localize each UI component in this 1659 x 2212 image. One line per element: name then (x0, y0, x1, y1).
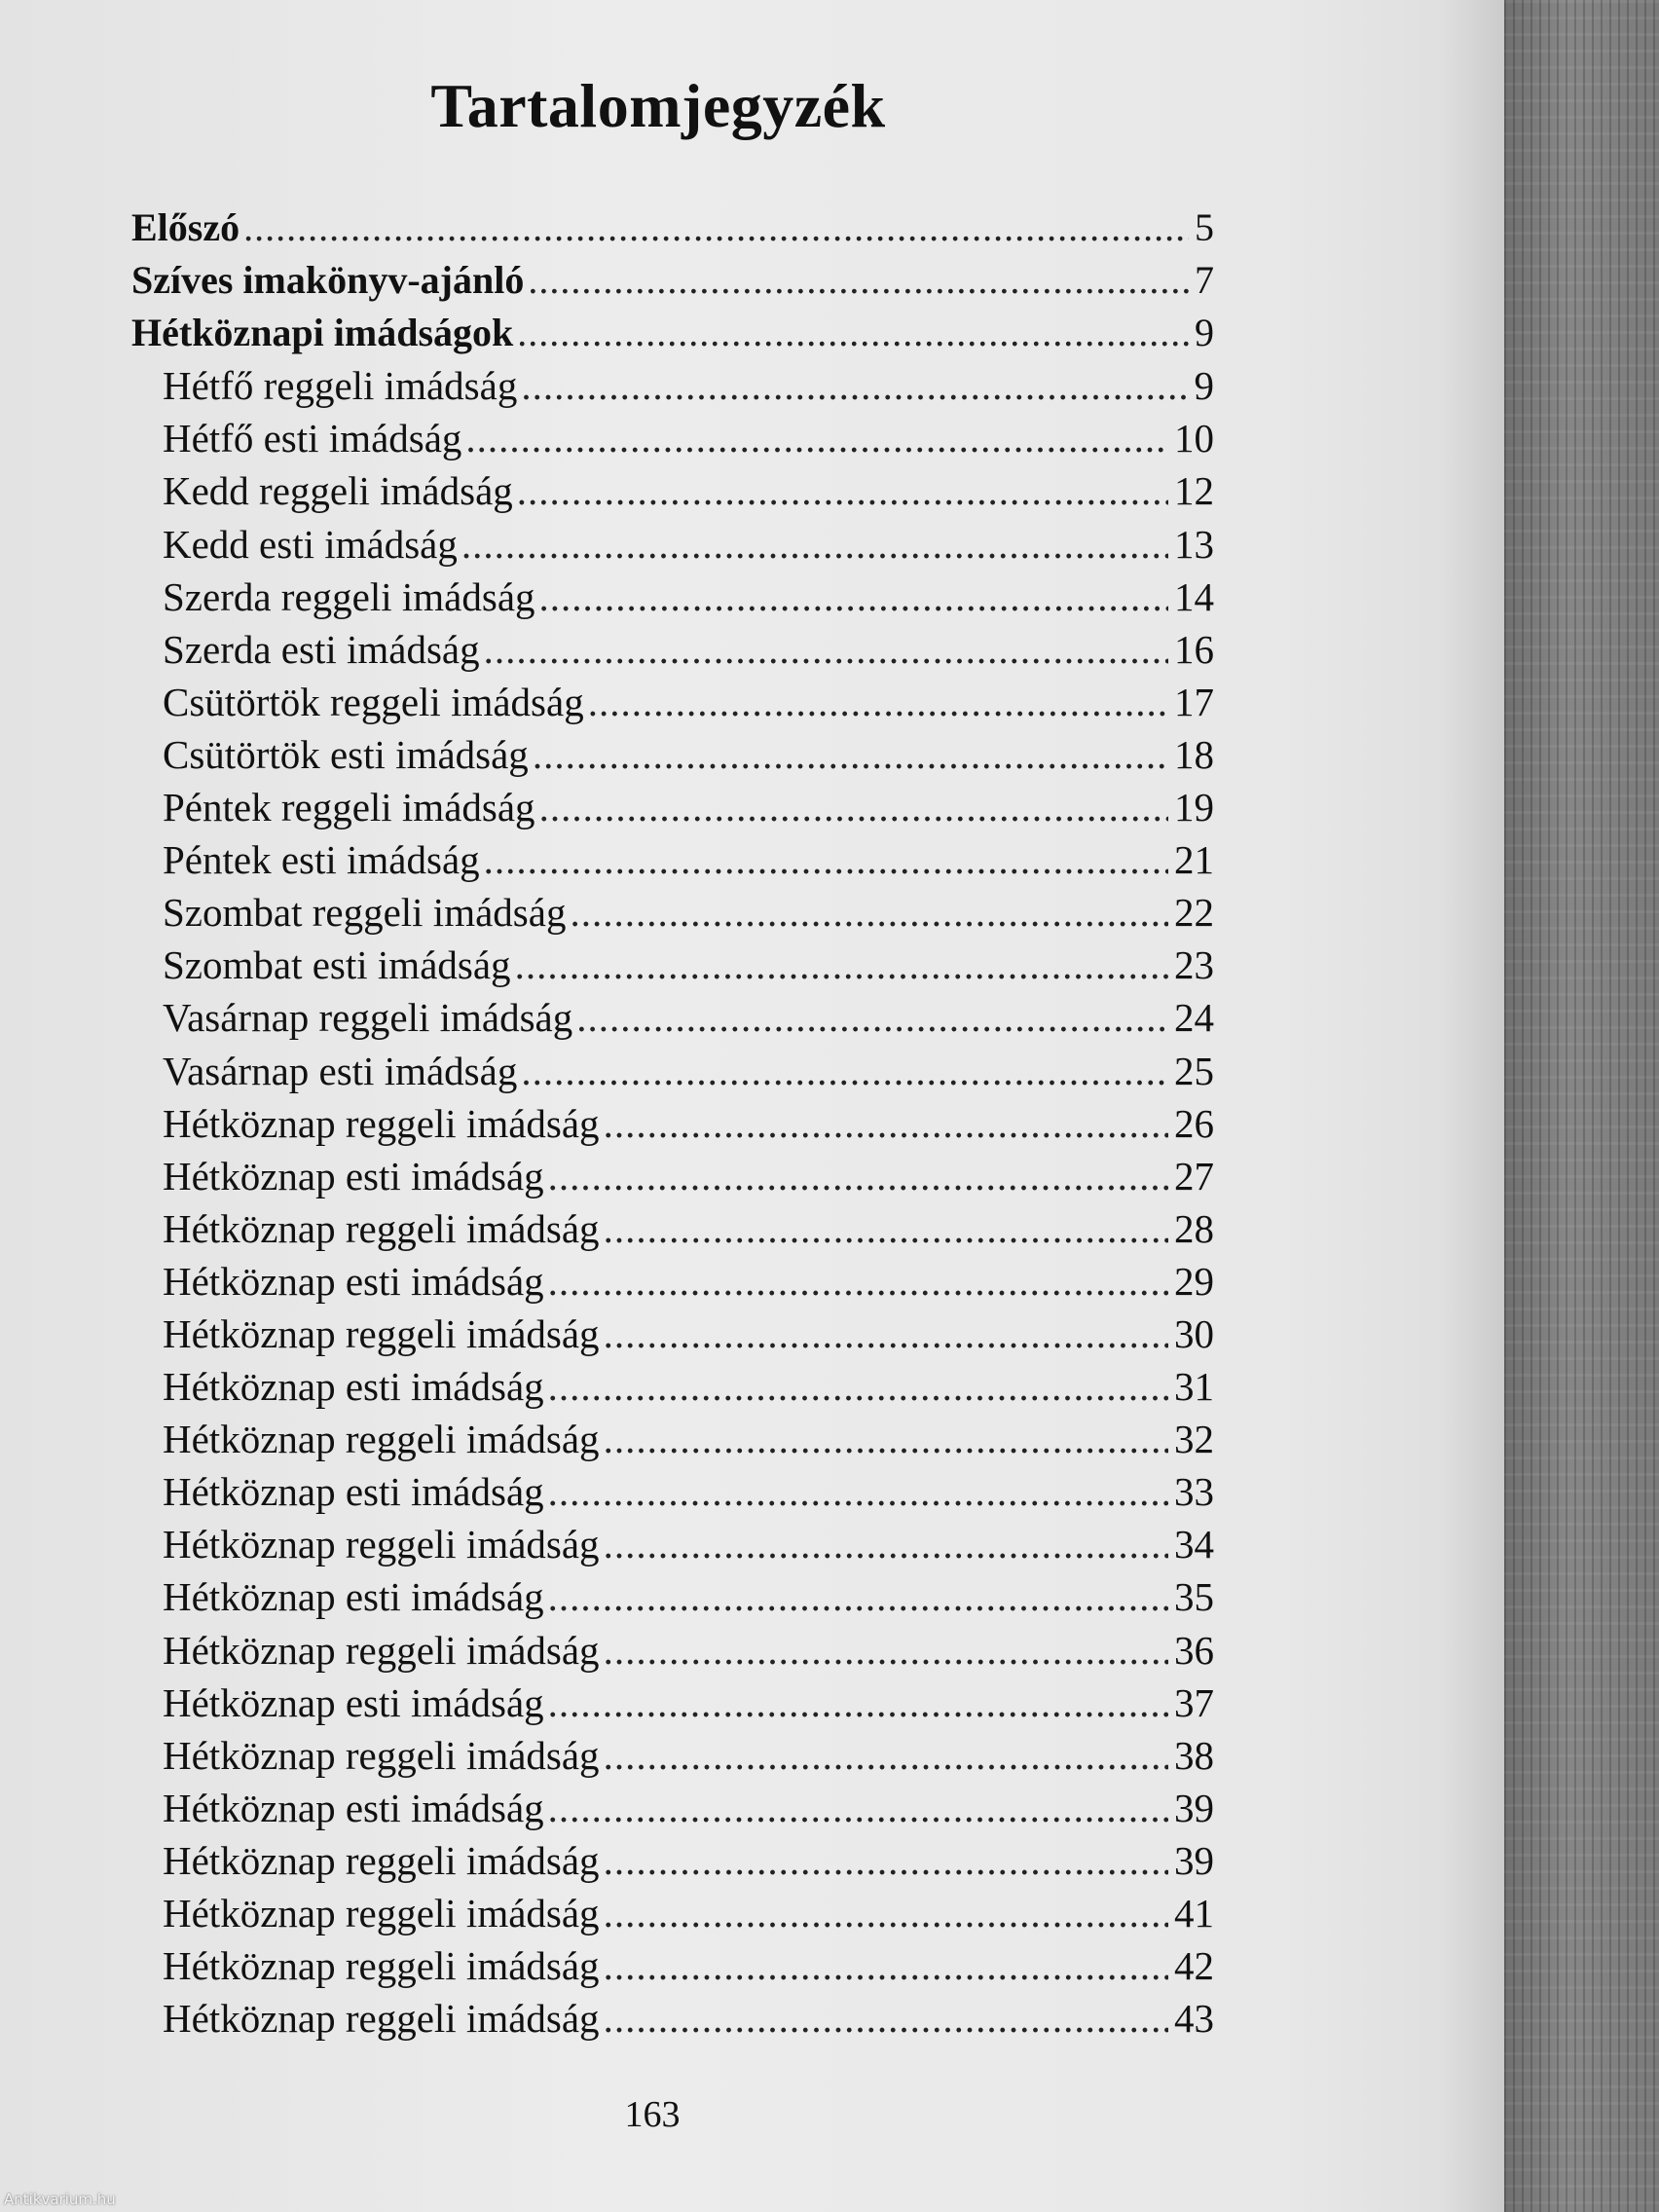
toc-entry-page: 39 (1174, 1785, 1214, 1830)
toc-entry-label: Szombat esti imádság (163, 942, 511, 988)
toc-entry-label: Hétköznap esti imádság (163, 1258, 544, 1304)
toc-entry-page: 21 (1174, 837, 1214, 883)
toc-entry-page: 30 (1174, 1310, 1214, 1356)
toc-entry-label: Szombat reggeli imádság (163, 890, 567, 936)
toc-entry (131, 1308, 1214, 1360)
toc-entry-page: 17 (1174, 679, 1214, 724)
toc-entry-label: Hétköznap reggeli imádság (163, 1417, 600, 1462)
toc-entry-page: 19 (1174, 785, 1214, 830)
toc-entry-page: 16 (1174, 626, 1214, 672)
toc-entry-label: Hétköznap esti imádság (163, 1785, 544, 1830)
dot-leader (604, 1518, 1168, 1570)
dot-leader (576, 991, 1168, 1044)
dot-leader (588, 676, 1168, 728)
dot-leader (548, 1465, 1168, 1518)
toc-entry-page: 35 (1174, 1574, 1214, 1620)
dot-leader (604, 1308, 1168, 1360)
dot-leader (517, 464, 1168, 517)
dot-leader (604, 1413, 1168, 1465)
dot-leader (465, 412, 1168, 464)
toc-entry-label: Előszó (131, 205, 240, 249)
toc-entry (131, 1413, 1214, 1465)
dot-leader (604, 1992, 1168, 2045)
toc-entry (131, 1045, 1214, 1097)
toc-entry-label: Hétköznap reggeli imádság (163, 1100, 600, 1146)
toc-entry (131, 1465, 1214, 1518)
toc-entry-page: 10 (1174, 416, 1214, 461)
toc-entry-page: 24 (1174, 995, 1214, 1041)
toc-entry-page: 26 (1174, 1100, 1214, 1146)
toc-section-entry (131, 254, 1214, 307)
toc-entry-label: Hétköznap reggeli imádság (163, 1205, 600, 1251)
wooden-background (1504, 0, 1659, 2212)
dot-leader (604, 1729, 1168, 1782)
toc-entry-label: Vasárnap reggeli imádság (163, 995, 573, 1041)
toc-entry-label: Hétköznap reggeli imádság (163, 1522, 600, 1567)
toc-entry (131, 1570, 1214, 1623)
toc-entry-page: 39 (1174, 1837, 1214, 1883)
toc-entry-page: 18 (1174, 731, 1214, 777)
toc-entry-label: Hétfő reggeli imádság (163, 363, 518, 409)
dot-leader (604, 1834, 1168, 1887)
toc-entry-label: Hétköznap reggeli imádság (163, 1837, 600, 1883)
dot-leader (548, 1360, 1168, 1413)
toc-entry-label: Hétköznap reggeli imádság (163, 1996, 600, 2042)
toc-entry-page: 28 (1174, 1205, 1214, 1251)
toc-entry (131, 833, 1214, 886)
toc-entry-page: 5 (1195, 205, 1214, 249)
dot-leader (521, 359, 1188, 412)
toc-entry-page: 43 (1174, 1996, 1214, 2042)
toc-entry-label: Hétköznap esti imádság (163, 1153, 544, 1198)
toc-entry (131, 1150, 1214, 1202)
toc-entry (131, 1834, 1214, 1887)
toc-entry-page: 9 (1195, 311, 1214, 355)
toc-entry-label: Hétköznap reggeli imádság (163, 1732, 600, 1778)
toc-entry (131, 1097, 1214, 1150)
dot-leader (533, 728, 1168, 781)
toc-entry-label: Hétköznap esti imádság (163, 1679, 544, 1725)
toc-entry-label: Hétköznap reggeli imádság (163, 1627, 600, 1673)
toc-entry-page: 38 (1174, 1732, 1214, 1778)
dot-leader (461, 518, 1168, 571)
toc-entry-page: 42 (1174, 1943, 1214, 1989)
toc-entry-page: 31 (1174, 1364, 1214, 1410)
dot-leader (539, 781, 1168, 833)
toc-entry (131, 1202, 1214, 1255)
toc-entry (131, 1782, 1214, 1834)
toc-entry (131, 1939, 1214, 1992)
toc-section-entry (131, 202, 1214, 254)
dot-leader (548, 1782, 1168, 1834)
toc-entry (131, 359, 1214, 412)
dot-leader (243, 202, 1189, 254)
watermark: Antikvarium.hu (4, 2191, 116, 2208)
toc-entry-page: 9 (1194, 363, 1214, 409)
toc-entry (131, 1360, 1214, 1413)
toc-entry (131, 728, 1214, 781)
toc-entry-label: Hétfő esti imádság (163, 416, 462, 461)
dot-leader (528, 254, 1189, 307)
toc-entry (131, 676, 1214, 728)
toc-entry-page: 14 (1174, 573, 1214, 619)
toc-entry-page: 32 (1174, 1417, 1214, 1462)
table-of-contents (131, 202, 1214, 2045)
toc-entry-label: Vasárnap esti imádság (163, 1048, 518, 1093)
toc-entry (131, 464, 1214, 517)
toc-entry (131, 991, 1214, 1044)
toc-entry (131, 412, 1214, 464)
page-number: 163 (624, 2094, 681, 2135)
dot-leader (484, 623, 1168, 676)
toc-entry-label: Hétköznap esti imádság (163, 1469, 544, 1515)
dot-leader (604, 1887, 1168, 1939)
dot-leader (539, 571, 1168, 623)
toc-entry (131, 1992, 1214, 2045)
dot-leader (548, 1150, 1168, 1202)
dot-leader (484, 833, 1168, 886)
toc-entry-label: Hétköznapi imádságok (131, 311, 514, 355)
toc-entry (131, 623, 1214, 676)
toc-entry-page: 37 (1174, 1679, 1214, 1725)
dot-leader (548, 1677, 1168, 1729)
toc-entry-label: Szerda esti imádság (163, 626, 480, 672)
dot-leader (548, 1255, 1168, 1308)
toc-entry-page: 7 (1195, 258, 1214, 303)
toc-entry-page: 12 (1174, 468, 1214, 514)
toc-entry (131, 1255, 1214, 1308)
toc-entry-label: Kedd esti imádság (163, 521, 458, 567)
toc-entry (131, 886, 1214, 939)
dot-leader (604, 1202, 1168, 1255)
toc-entry-page: 25 (1174, 1048, 1214, 1093)
toc-entry-page: 13 (1174, 521, 1214, 567)
toc-entry-label: Hétköznap reggeli imádság (163, 1310, 600, 1356)
toc-entry (131, 518, 1214, 571)
toc-entry-label: Péntek esti imádság (163, 837, 480, 883)
dot-leader (570, 886, 1168, 939)
toc-entry-label: Csütörtök reggeli imádság (163, 679, 584, 724)
toc-entry (131, 1887, 1214, 1939)
page-gutter-shadow (1441, 0, 1504, 2212)
dot-leader (521, 1045, 1168, 1097)
toc-entry-page: 22 (1174, 890, 1214, 936)
toc-entry-label: Hétköznap reggeli imádság (163, 1943, 600, 1989)
toc-entry-label: Szíves imakönyv-ajánló (131, 258, 525, 303)
toc-entry (131, 1518, 1214, 1570)
dot-leader (515, 939, 1168, 991)
dot-leader (604, 1097, 1168, 1150)
toc-entry-page: 41 (1174, 1891, 1214, 1936)
dot-leader (548, 1570, 1168, 1623)
toc-section-entry (131, 307, 1214, 359)
toc-entry-page: 27 (1174, 1153, 1214, 1198)
toc-entry-label: Csütörtök esti imádság (163, 731, 529, 777)
toc-entry (131, 1677, 1214, 1729)
toc-entry-label: Kedd reggeli imádság (163, 468, 513, 514)
toc-entry-page: 34 (1174, 1522, 1214, 1567)
toc-entry-page: 33 (1174, 1469, 1214, 1515)
toc-entry-label: Hétköznap reggeli imádság (163, 1891, 600, 1936)
toc-entry (131, 781, 1214, 833)
page-title: Tartalomjegyzék (430, 71, 886, 140)
toc-entry-label: Szerda reggeli imádság (163, 573, 535, 619)
toc-entry-page: 29 (1174, 1258, 1214, 1304)
dot-leader (604, 1624, 1168, 1677)
toc-entry-label: Hétköznap esti imádság (163, 1574, 544, 1620)
toc-entry-page: 36 (1174, 1627, 1214, 1673)
toc-entry-label: Hétköznap esti imádság (163, 1364, 544, 1410)
toc-entry (131, 1729, 1214, 1782)
toc-entry-label: Péntek reggeli imádság (163, 785, 535, 830)
dot-leader (517, 307, 1189, 359)
toc-entry (131, 939, 1214, 991)
toc-entry-page: 23 (1174, 942, 1214, 988)
toc-entry (131, 571, 1214, 623)
toc-entry (131, 1624, 1214, 1677)
dot-leader (604, 1939, 1168, 1992)
